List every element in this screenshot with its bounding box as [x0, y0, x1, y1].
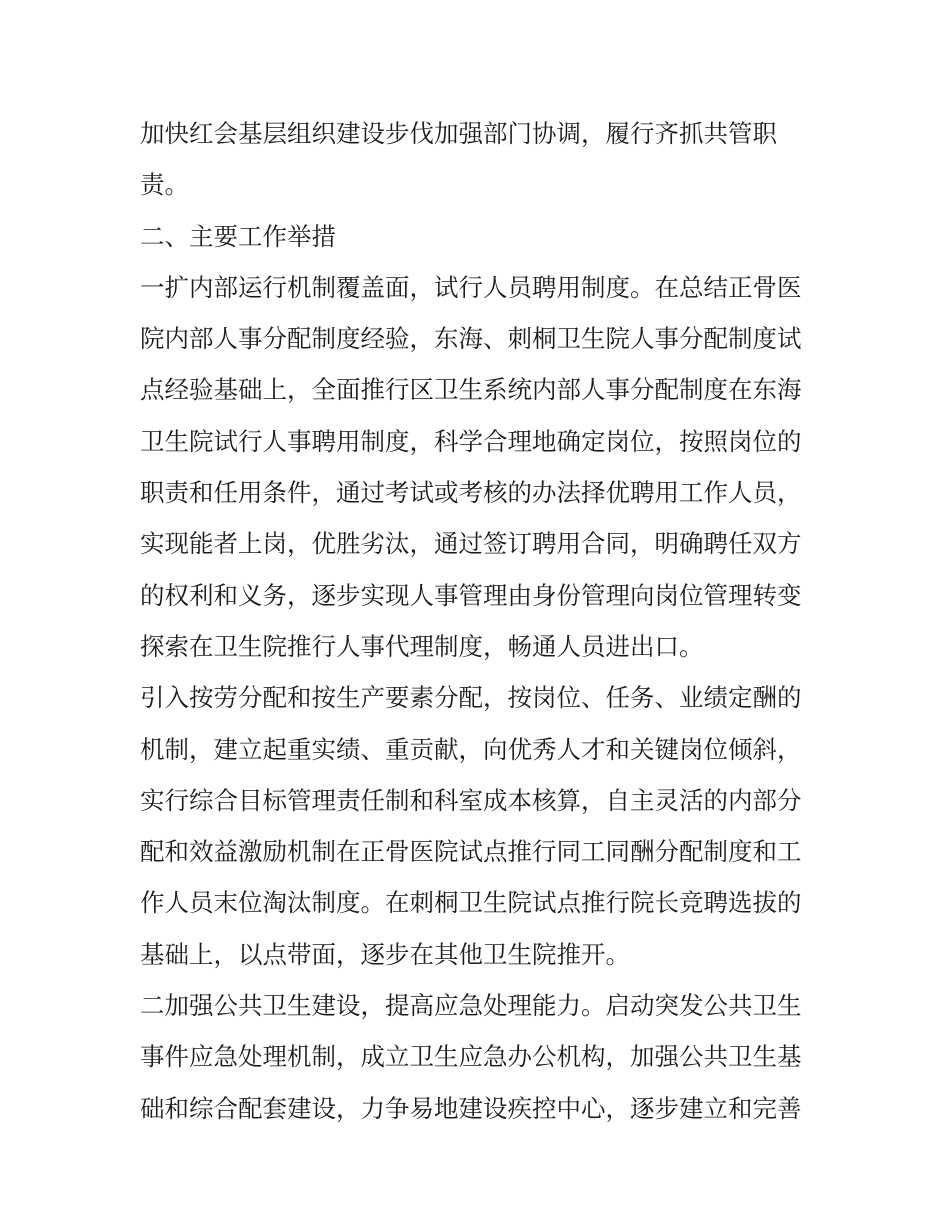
text-line: 实现能者上岗，优胜劣汰，通过签订聘用合同，明确聘任双方 [140, 529, 802, 559]
text-line: 职责和任用条件，通过考试或考核的办法择优聘用工作人员， [140, 478, 802, 508]
text-line: 引入按劳分配和按生产要素分配，按岗位、任务、业绩定酬的 [140, 683, 802, 713]
text-line: 础和综合配套建设，力争易地建设疾控中心，逐步建立和完善 [140, 1093, 802, 1123]
text-line: 点经验基础上，全面推行区卫生系统内部人事分配制度在东海 [140, 375, 802, 405]
text-line: 的权利和义务，逐步实现人事管理由身份管理向岗位管理转变 [140, 580, 802, 610]
text-line: 院内部人事分配制度经验，东海、刺桐卫生院人事分配制度试 [140, 324, 802, 354]
section-heading: 二、主要工作举措 [140, 221, 336, 251]
text-line: 基础上，以点带面，逐步在其他卫生院推开。 [140, 939, 630, 969]
text-line: 一扩内部运行机制覆盖面，试行人员聘用制度。在总结正骨医 [140, 272, 802, 302]
text-line: 机制，建立起重实绩、重贡献，向优秀人才和关键岗位倾斜， [140, 734, 802, 764]
document-body [140, 108, 820, 1134]
text-line: 加快红会基层组织建设步伐加强部门协调，履行齐抓共管职 [140, 119, 777, 148]
text-line: 责。 [140, 170, 189, 200]
text-line: 作人员末位淘汰制度。在刺桐卫生院试点推行院长竞聘选拔的 [140, 888, 802, 918]
text-line: 卫生院试行人事聘用制度，科学合理地确定岗位，按照岗位的 [140, 426, 802, 456]
text-line: 二加强公共卫生建设，提高应急处理能力。启动突发公共卫生 [140, 991, 802, 1021]
text-line: 配和效益激励机制在正骨医院试点推行同工同酬分配制度和工 [140, 837, 802, 867]
text-line: 实行综合目标管理责任制和科室成本核算，自主灵活的内部分 [140, 785, 802, 815]
text-line: 事件应急处理机制，成立卫生应急办公机构，加强公共卫生基 [140, 1042, 802, 1072]
text-line: 探索在卫生院推行人事代理制度，畅通人员进出口。 [140, 631, 704, 661]
